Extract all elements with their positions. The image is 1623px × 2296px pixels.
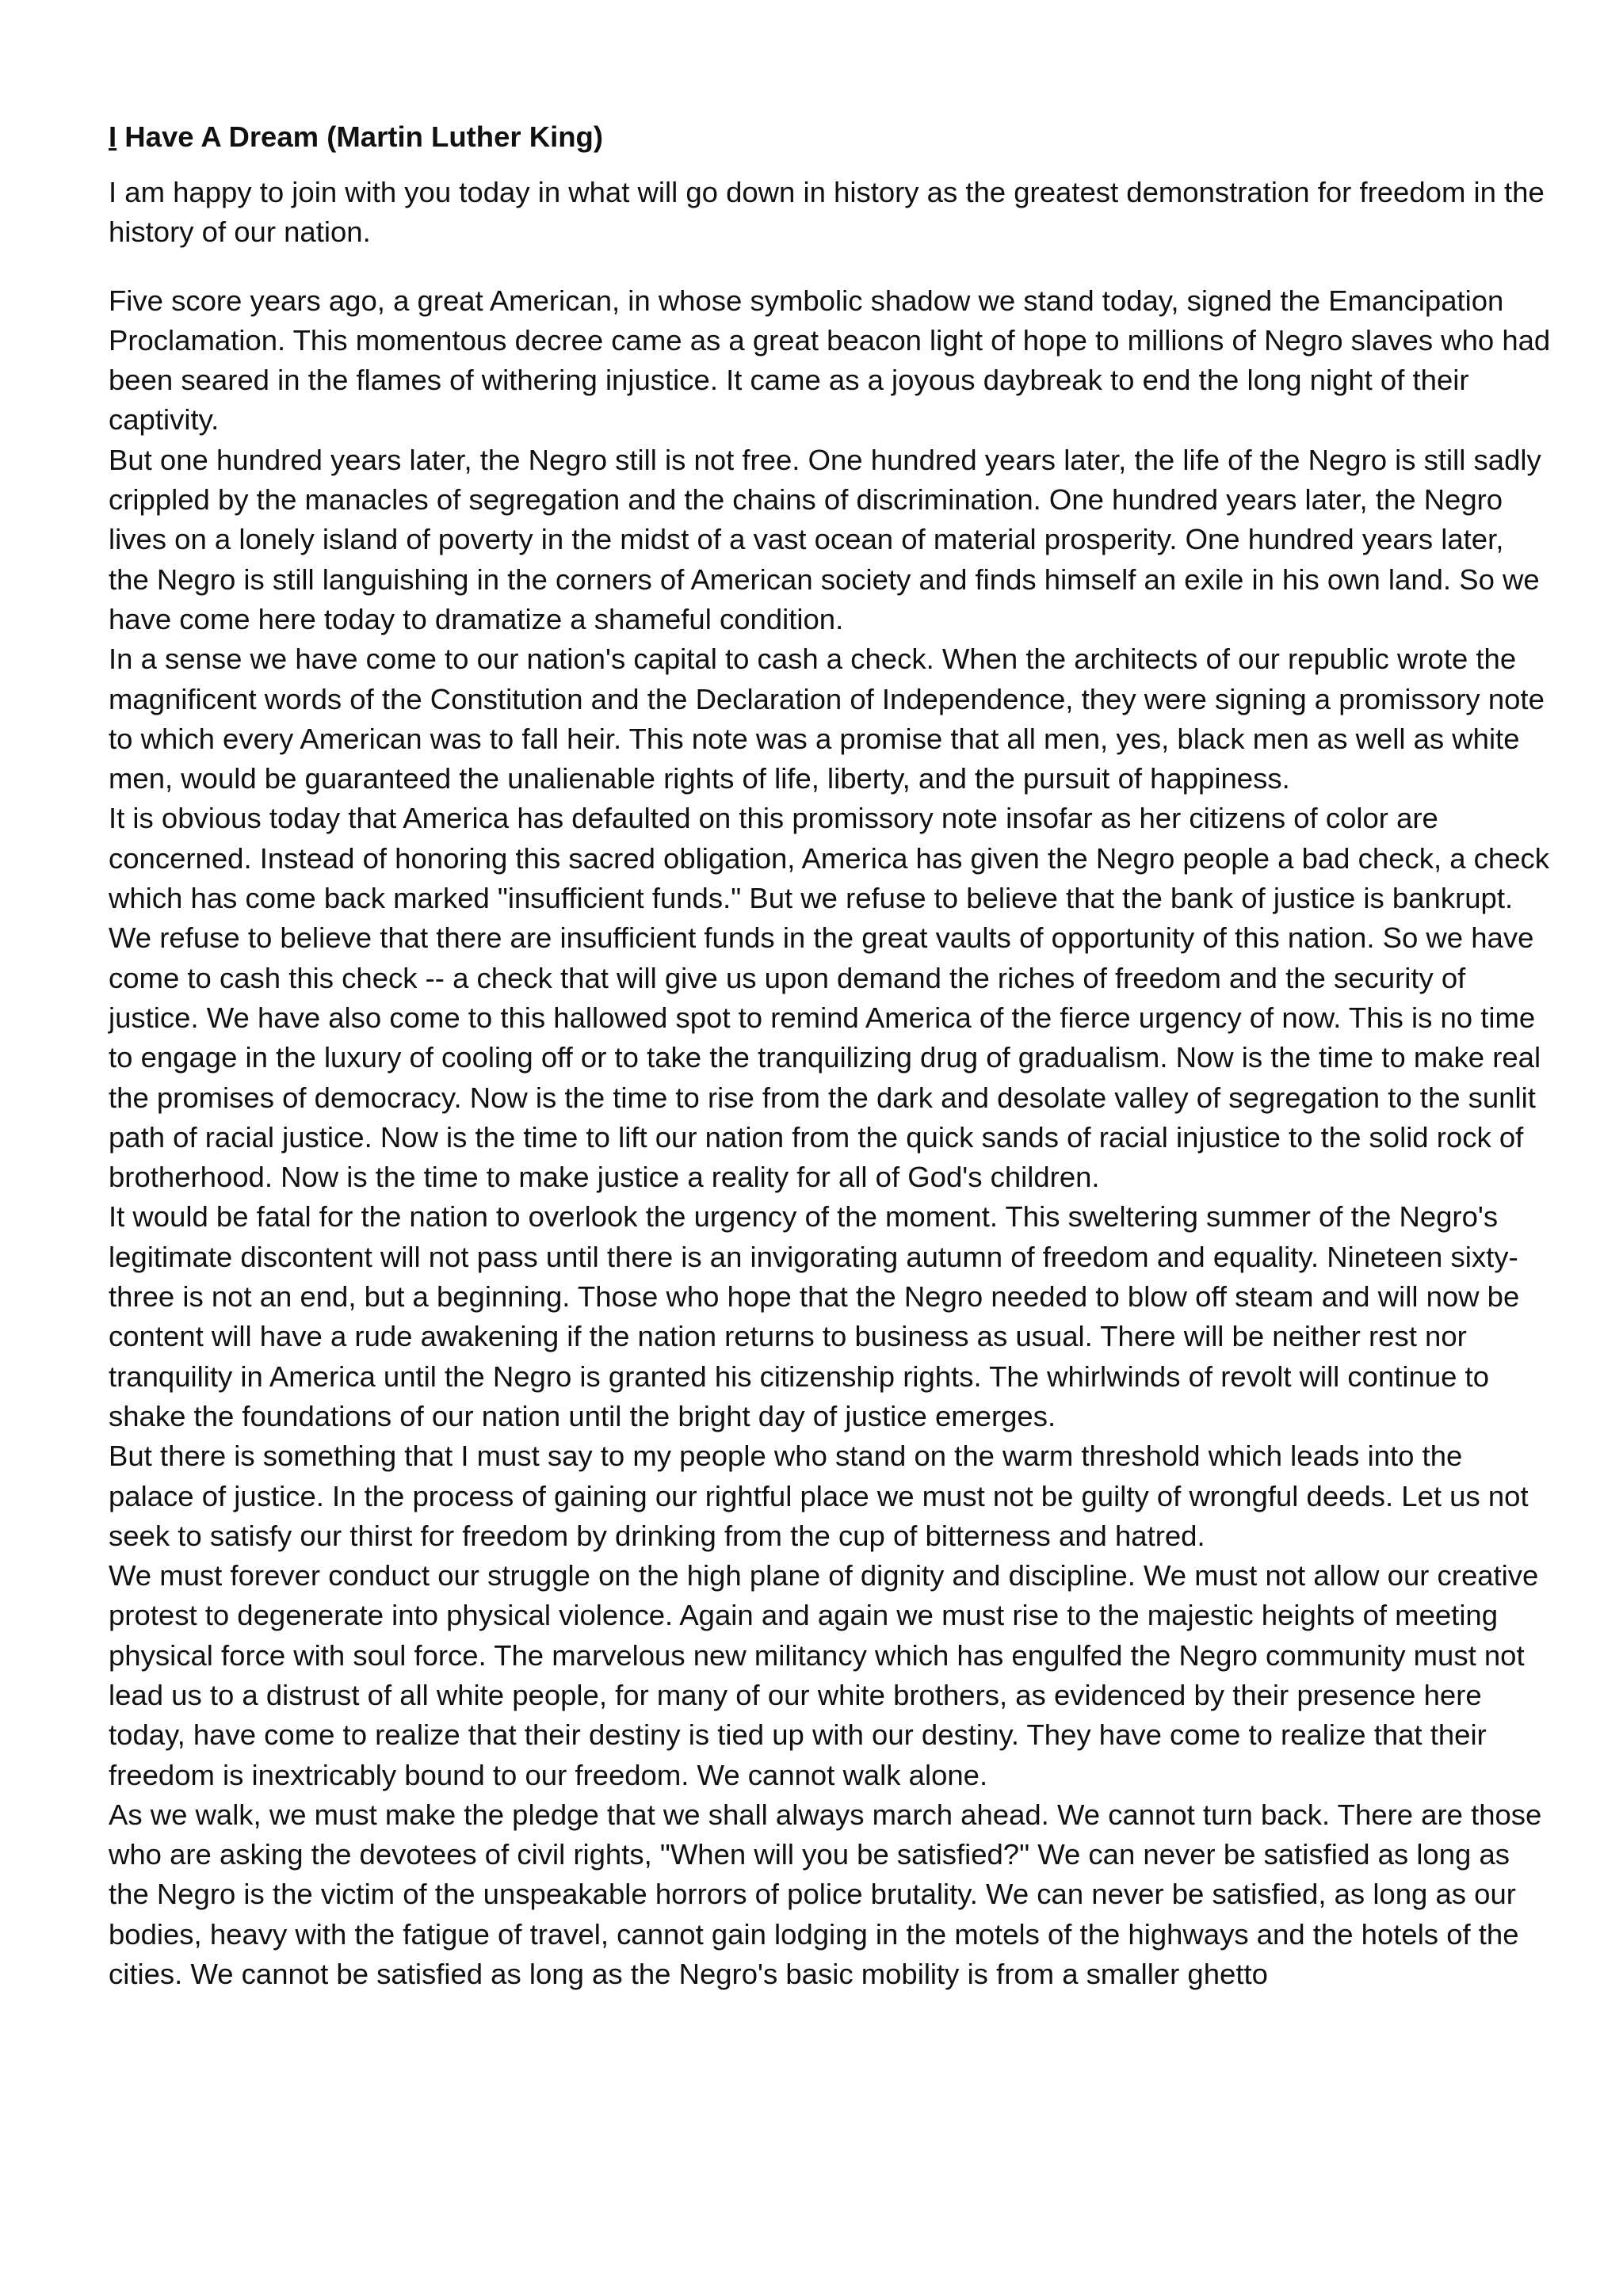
document-title [109, 117, 1551, 157]
document-page [109, 117, 1551, 1994]
body-paragraph-7: We must forever conduct our struggle on the high plane of dignity and discipline. We must not allow our creative protest to degenerate into physical violence. Again and again we must rise to the majestic heights of meeting physical force with soul force. The marvelous new militancy which has engulfed the Negro community must not lead us to a distrust of all white people, for many of our white brothers, as evidenced by their presence here today, have come to realize that their destiny is tied up with our destiny. They have come to realize that their freedom is inextricably bound to our freedom. We cannot walk alone. [109, 1559, 1539, 1791]
body-paragraph-6: But there is something that I must say to my people who stand on the warm threshold which leads into the palace of justice. In the process of gaining our rightful place we must not be guilty of wrongful deeds. Let us not seek to satisfy our thirst for freedom by drinking from the cup of bitterness and hatred. [109, 1440, 1529, 1552]
body-paragraph-2: But one hundred years later, the Negro still is not free. One hundred years later, the life of the Negro is still sadly crippled by the manacles of segregation and the chains of discrimination. One hundred years later, the Negro lives on a lonely island of poverty in the midst of a vast ocean of material prosperity. One hundred years later, the Negro is still languishing in the corners of American society and finds himself an exile in his own land. So we have come here today to dramatize a shameful condition. [109, 443, 1541, 635]
title-text: Have A Dream (Martin Luther King) [116, 120, 603, 153]
body-paragraph-5: It would be fatal for the nation to overlook the urgency of the moment. This sweltering summer of the Negro's legitimate discontent will not pass until there is an invigorating autumn of freedom and equality. Nineteen sixty-three is not an end, but a beginning. Those who hope that the Negro needed to blow off steam and will now be content will have a rude awakening if the nation returns to business as usual. There will be neither rest nor tranquility in America until the Negro is granted his citizenship rights. The whirlwinds of revolt will continue to shake the foundations of our nation until the bright day of justice emerges. [109, 1200, 1520, 1432]
intro-paragraph: I am happy to join with you today in what will go down in history as the greatest demonstration for freedom in the history of our nation. [109, 176, 1545, 249]
body-paragraph-8: As we walk, we must make the pledge that we shall always march ahead. We cannot turn back. There are those who are asking the devotees of civil rights, "When will you be satisfied?" We can never be satisfied as long as the Negro is the victim of the unspeakable horrors of police brutality. We can never be satisfied, as long as our bodies, heavy with the fatigue of travel, cannot gain lodging in the motels of the highways and the hotels of the cities. We cannot be satisfied as long as the Negro's basic mobility is from a smaller ghetto [109, 1798, 1542, 1991]
body-paragraph-1: Five score years ago, a great American, in whose symbolic shadow we stand today, signed the Emancipation Proclamation. This momentous decree came as a great beacon light of hope to millions of Negro slaves who had been seared in the flames of withering injustice. It came as a joyous daybreak to end the long night of their captivity. [109, 284, 1551, 437]
title-first-letter: I [109, 120, 117, 153]
body-paragraph-4: It is obvious today that America has defaulted on this promissory note insofar as her citizens of color are concerned. Instead of honoring this sacred obligation, America has given the Negro people a bad check, a check which has come back marked "insufficient funds." But we refuse to believe that the bank of justice is bankrupt. We refuse to believe that there are insufficient funds in the great vaults of opportunity of this nation. So we have come to cash this check -- a check that will give us upon demand the riches of freedom and the security of justice. We have also come to this hallowed spot to remind America of the fierce urgency of now. This is no time to engage in the luxury of cooling off or to take the tranquilizing drug of gradualism. Now is the time to make real the promises of democracy. Now is the time to rise from the dark and desolate valley of segregation to the sunlit path of racial justice. Now is the time to lift our nation from the quick sands of racial injustice to the solid rock of brotherhood. Now is the time to make justice a reality for all of God's children. [109, 802, 1550, 1194]
body-paragraph-3: In a sense we have come to our nation's capital to cash a check. When the architects of our republic wrote the magnificent words of the Constitution and the Declaration of Independence, they were signing a promissory note to which every American was to fall heir. This note was a promise that all men, yes, black men as well as white men, would be guaranteed the unalienable rights of life, liberty, and the pursuit of happiness. [109, 643, 1545, 795]
